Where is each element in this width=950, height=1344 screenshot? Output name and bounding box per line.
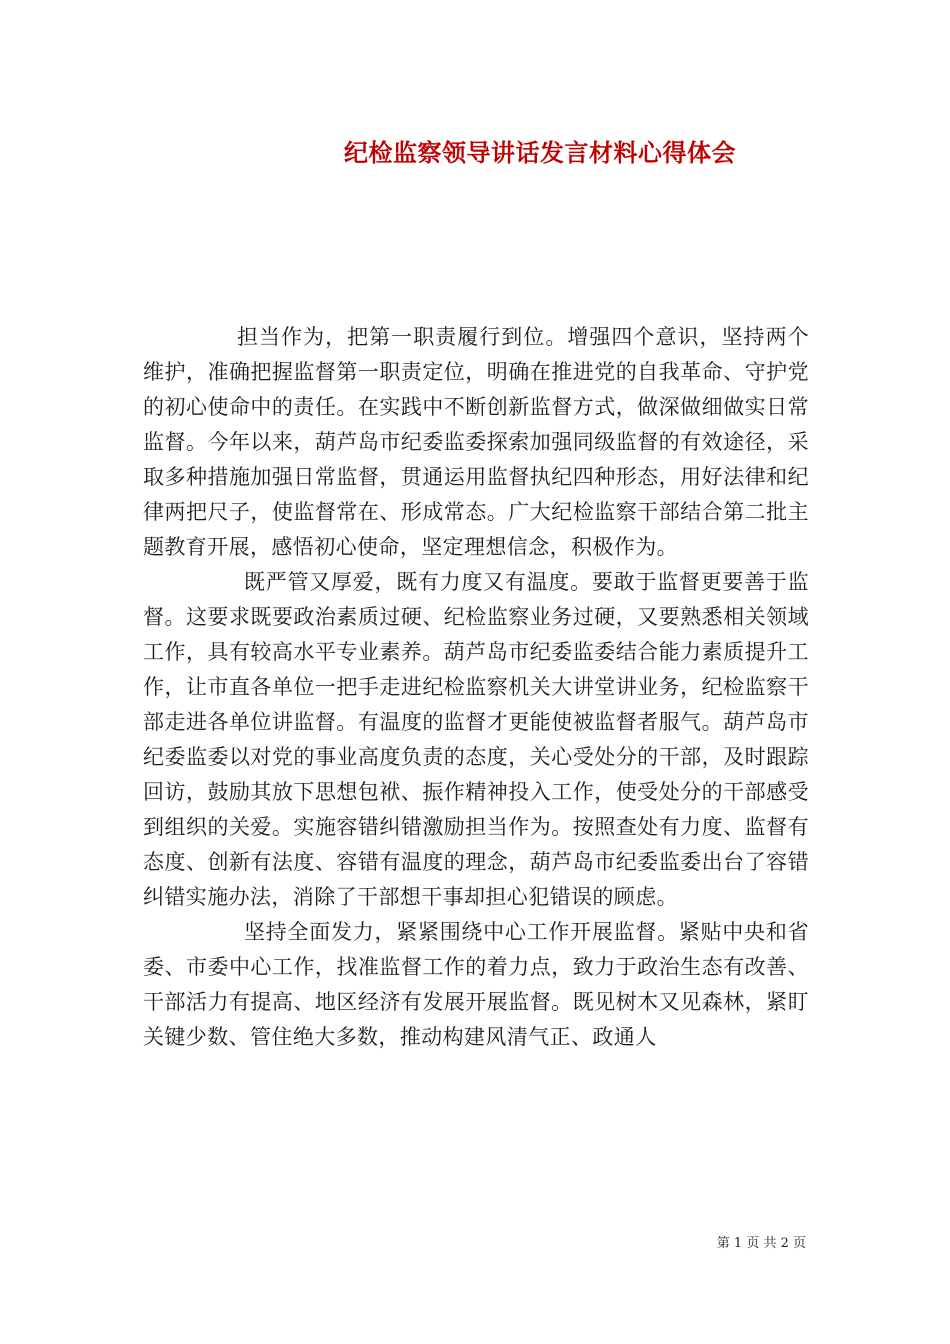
paragraph-2: 既严管又厚爱，既有力度又有温度。要敢于监督更要善于监督。这要求既要政治素质过硬、纪检监察业务过硬，又要熟悉相关领域工作，具有较高水平专业素养。葫芦岛市纪委监委结合能力素质提升工作，让市直各单位一把手走进纪检监察机关大讲堂讲业务，纪检监察干部走进各单位讲监督。有温度的监督才更能使被监督者服气。葫芦岛市纪委监委以对党的事业高度负责的态度，关心受处分的干部，及时跟踪回访，鼓励其放下思想包袱、振作精神投入工作，使受处分的干部感受到组织的关爱。实施容错纠错激励担当作为。按照查处有力度、监督有态度、创新有法度、容错有温度的理念，葫芦岛市纪委监委出台了容错纠错实施办法，消除了干部想干事却担心犯错误的顾虑。 (143, 570, 809, 909)
page-number: 第 1 页 共 2 页 (716, 1236, 806, 1251)
paragraph-1: 担当作为，把第一职责履行到位。增强四个意识，坚持两个维护，准确把握监督第一职责定位，明确在推进党的自我革命、守护党的初心使命中的责任。在实践中不断创新监督方式，做深做细做实日常监督。今年以来，葫芦岛市纪委监委探索加强同级监督的有效途径，采取多种措施加强日常监督，贯通运用监督执纪四种形态，用好法律和纪律两把尺子，使监督常在、形成常态。广大纪检监察干部结合第二批主题教育开展，感悟初心使命，坚定理想信念，积极作为。 (143, 325, 809, 559)
document-title: 纪检监察领导讲话发言材料心得体会 (344, 138, 736, 167)
paragraph-3: 坚持全面发力，紧紧围绕中心工作开展监督。紧贴中央和省委、市委中心工作，找准监督工作的着力点，致力于政治生态有改善、干部活力有提高、地区经济有发展开展监督。既见树木又见森林，紧盯关键少数、管住绝大多数，推动构建风清气正、政通人 (143, 920, 809, 1049)
document-body (143, 320, 809, 1055)
